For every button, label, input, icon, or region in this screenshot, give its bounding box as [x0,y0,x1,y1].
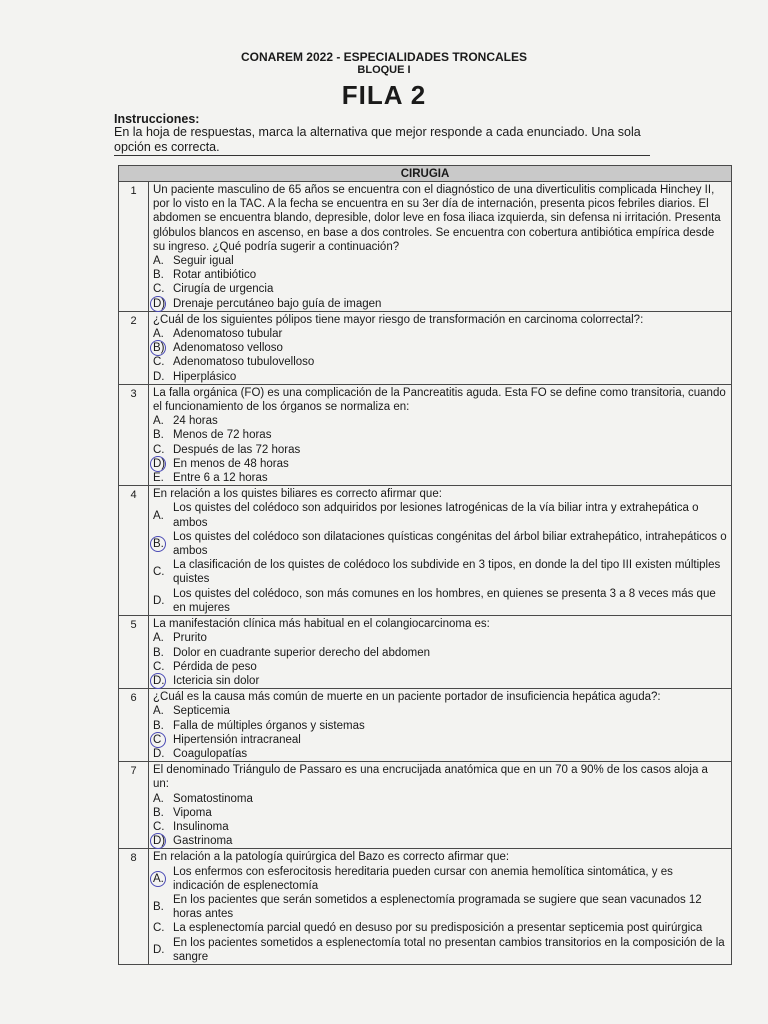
block-label: BLOQUE I [357,64,411,76]
option-letter [153,747,173,761]
option-text: 24 horas [173,415,218,428]
option-letter-text: C. [153,820,165,833]
option-text: Adenomatoso tubulovelloso [173,356,315,369]
question-text: El denominado Triángulo de Passaro es una encrucijada anatómica que en un 70 a 90% de los casos aloja a un: [153,764,708,791]
question-text: Un paciente masculino de 65 años se encuentra con el diagnóstico de una diverticulitis complicada Hinchey II, por lo visto en la TAC. A la fecha se encuentra en su 3er día de internación, presenta picos febriles diarios. El abdomen se encuentra blando, depresible, dolor leve en fosa iliaca izquierda, sin defensa ni irritación. Presenta glóbulos blancos en ascenso, en base a dos controles. Se encuentra con cobertura antibiótica empírica desde su ingreso. ¿Qué podría sugerir a continuación? [153,184,721,253]
option-text: Prurito [173,632,207,645]
option-letter-text: A. [153,415,164,428]
question-number: 8 [119,849,149,965]
option-letter [153,943,173,957]
option-letter [153,806,173,820]
question-row [119,311,732,384]
option-letter [153,704,173,718]
answer-option[interactable] [153,370,727,384]
question-text: ¿Cuál de los siguientes pólipos tiene mayor riesgo de transformación en carcinoma colorrectal?: [153,313,644,326]
option-letter-text: D. [153,674,165,687]
option-text: Adenomatoso velloso [173,342,283,355]
question-row [119,689,732,762]
answer-option[interactable] [153,414,727,428]
option-letter-text: D. [153,594,165,607]
option-letter-text: A. [153,632,164,645]
option-letter [153,565,173,579]
option-letter [153,457,173,471]
option-letter-text: C. [153,922,165,935]
option-letter [153,355,173,369]
instructions-underline [114,155,650,156]
option-letter [153,646,173,660]
question-number: 6 [119,689,149,762]
question-number: 2 [119,311,149,384]
option-letter [153,594,173,608]
answer-option[interactable] [153,660,727,674]
option-text: Gastrinoma [173,835,233,848]
question-cell [149,384,732,485]
question-row [119,486,732,616]
answer-option[interactable] [153,341,727,355]
question-row [119,384,732,485]
answer-option[interactable] [153,254,727,268]
option-letter [153,674,173,688]
option-letter-text: C. [153,443,165,456]
selected-answer-circle [150,732,166,748]
option-text: Cirugía de urgencia [173,283,274,296]
option-text: Vipoma [173,806,212,819]
option-letter [153,631,173,645]
answer-option[interactable] [153,747,727,761]
option-letter-text: A. [153,328,164,341]
option-letter-text: C. [153,660,165,673]
question-text: En relación a la patología quirúrgica del Bazo es correcto afirmar que: [153,851,510,864]
question-row [119,616,732,689]
question-row [119,182,732,312]
section-title: CIRUGIA [119,166,732,182]
question-number: 5 [119,616,149,689]
option-letter-text: A. [153,705,164,718]
option-text: La esplenectomía parcial quedó en desuso por su predisposición a presentar septicemia post quirúrgica [173,922,703,935]
option-letter [153,820,173,834]
question-text: En relación a los quistes biliares es correcto afirmar que: [153,488,442,501]
option-text: Adenomatoso tubular [173,328,283,341]
question-cell [149,311,732,384]
question-cell [149,182,732,312]
answer-option[interactable] [153,587,727,615]
question-cell [149,616,732,689]
option-text: Somatostinoma [173,792,253,805]
instructions-body: En la hoja de respuestas, marca la alternativa que mejor responde a cada enunciado. Una sola opción es correcta. [114,125,641,154]
answer-option[interactable] [153,674,727,688]
selected-answer-circle [150,296,166,312]
option-letter-text: B. [153,719,164,732]
answer-option[interactable] [153,936,727,964]
option-text: Los quistes del colédoco, son más comunes en los hombres, en quienes se presenta 3 a 8 veces más que en mujeres [173,587,716,614]
answer-option[interactable] [153,501,727,529]
answer-option[interactable] [153,865,727,893]
answer-option[interactable] [153,297,727,311]
option-text: En menos de 48 horas [173,457,289,470]
answer-option[interactable] [153,733,727,747]
answer-option[interactable] [153,834,727,848]
option-letter-text: C. [153,356,165,369]
option-text: Rotar antibiótico [173,269,257,282]
option-letter [153,872,173,886]
question-text: ¿Cuál es la causa más común de muerte en un paciente portador de insuficiencia hepática aguda?: [153,691,661,704]
question-number: 3 [119,384,149,485]
option-text: Los quistes del colédoco son dilataciones quísticas congénitas del árbol biliar extrahepático, intrahepáticos o ambos [173,530,727,558]
question-cell [149,689,732,762]
answer-option[interactable] [153,282,727,296]
option-text: Menos de 72 horas [173,429,272,442]
option-letter [153,719,173,733]
option-text: Septicemia [173,705,230,718]
option-letter-text: E. [153,472,164,485]
answer-option[interactable] [153,471,727,485]
question-text: La manifestación clínica más habitual en el colangiocarcinoma es: [153,618,490,631]
option-letter [153,254,173,268]
option-letter [153,921,173,935]
answer-option[interactable] [153,355,727,369]
option-letter [153,509,173,523]
option-letter-text: B) [153,342,165,355]
question-text: La falla orgánica (FO) es una complicación de la Pancreatitis aguda. Esta FO se define como transitoria, cuando el funcionamiento de los órganos se normaliza en: [153,386,726,414]
option-letter-text: B. [153,806,164,819]
exam-title: CONAREM 2022 - ESPECIALIDADES TRONCALES [240,50,528,64]
answer-option[interactable] [153,268,727,282]
option-letter-text: B. [153,646,164,659]
questions-table [118,165,732,965]
option-text: En los pacientes que serán sometidos a esplenectomía programada se sugiere que sean vacunados 12 horas antes [173,893,702,921]
option-letter [153,834,173,848]
option-letter [153,900,173,914]
question-cell [149,486,732,616]
option-letter-text: B. [153,537,164,550]
option-letter [153,792,173,806]
option-letter-text: A. [153,792,164,805]
option-text: Dolor en cuadrante superior derecho del abdomen [173,646,430,659]
option-text: Coagulopatías [173,747,248,760]
option-letter-text: D. [153,943,165,956]
answer-option[interactable] [153,893,727,921]
option-text: Los quistes del colédoco son adquiridos por lesiones Iatrogénicas de la vía biliar intra y extrahepática o ambos [173,502,699,529]
answer-option[interactable] [153,646,727,660]
option-text: Hiperplásico [173,370,237,383]
answer-option[interactable] [153,558,727,586]
answer-option[interactable] [153,631,727,645]
answer-option[interactable] [153,719,727,733]
option-letter [153,370,173,384]
option-letter-text: B. [153,269,164,282]
option-letter-text: A. [153,255,164,268]
option-text: Hipertensión intracraneal [173,733,301,746]
answer-option[interactable] [153,704,727,718]
option-letter [153,443,173,457]
option-text: Entre 6 a 12 horas [173,472,268,485]
answer-option[interactable] [153,806,727,820]
selected-answer-circle [150,673,166,689]
option-text: Pérdida de peso [173,660,257,673]
option-text: Falla de múltiples órganos y sistemas [173,719,365,732]
question-row [119,849,732,965]
question-cell [149,762,732,849]
option-letter-text: D) [153,457,166,470]
option-letter-text: D. [153,370,165,383]
answer-option[interactable] [153,443,727,457]
option-letter [153,341,173,355]
questions-body [119,182,732,965]
option-text: Drenaje percutáneo bajo guía de imagen [173,297,382,310]
option-letter-text: B. [153,429,164,442]
option-text: Ictericia sin dolor [173,674,260,687]
fila-heading: FILA 2 [341,80,427,110]
option-letter-text: B. [153,901,164,914]
selected-answer-circle [150,456,166,472]
answer-option[interactable] [153,327,727,341]
option-letter [153,414,173,428]
question-cell [149,849,732,965]
option-letter [153,471,173,485]
option-letter-text: D) [153,835,166,848]
selected-answer-circle [150,536,166,552]
option-letter-text: D) [153,297,166,310]
option-letter-text: A. [153,509,164,522]
option-letter [153,428,173,442]
option-text: La clasificación de los quistes de colédoco los subdivide en 3 tipos, en donde la del tipo III existen múltiples quistes [173,559,721,586]
answer-option[interactable] [153,530,727,558]
option-letter [153,268,173,282]
option-letter [153,733,173,747]
option-text: En los pacientes sometidos a esplenectomía total no presentan cambios transitorios en la composición de la sangre [173,936,725,963]
option-letter-text: D. [153,747,165,760]
option-letter-text: C. [153,283,165,296]
answer-option[interactable] [153,921,727,935]
option-letter-text: C [153,733,162,746]
instructions-title: Instrucciones: [114,112,200,126]
option-letter [153,282,173,296]
question-number: 1 [119,182,149,312]
answer-option[interactable] [153,820,727,834]
option-letter [153,327,173,341]
answer-option[interactable] [153,428,727,442]
selected-answer-circle [150,871,166,887]
option-letter [153,537,173,551]
option-letter [153,297,173,311]
option-letter-text: C. [153,566,165,579]
option-text: Insulinoma [173,820,229,833]
option-text: Después de las 72 horas [173,443,301,456]
option-text: Seguir igual [173,255,234,268]
option-letter-text: A. [153,872,164,885]
question-number: 4 [119,486,149,616]
answer-option[interactable] [153,792,727,806]
answer-option[interactable] [153,457,727,471]
option-letter [153,660,173,674]
question-number: 7 [119,762,149,849]
question-row [119,762,732,849]
option-text: Los enfermos con esferocitosis hereditaria pueden cursar con anemia hemolítica sintomática, y es indicación de esplenectomía [173,865,673,892]
